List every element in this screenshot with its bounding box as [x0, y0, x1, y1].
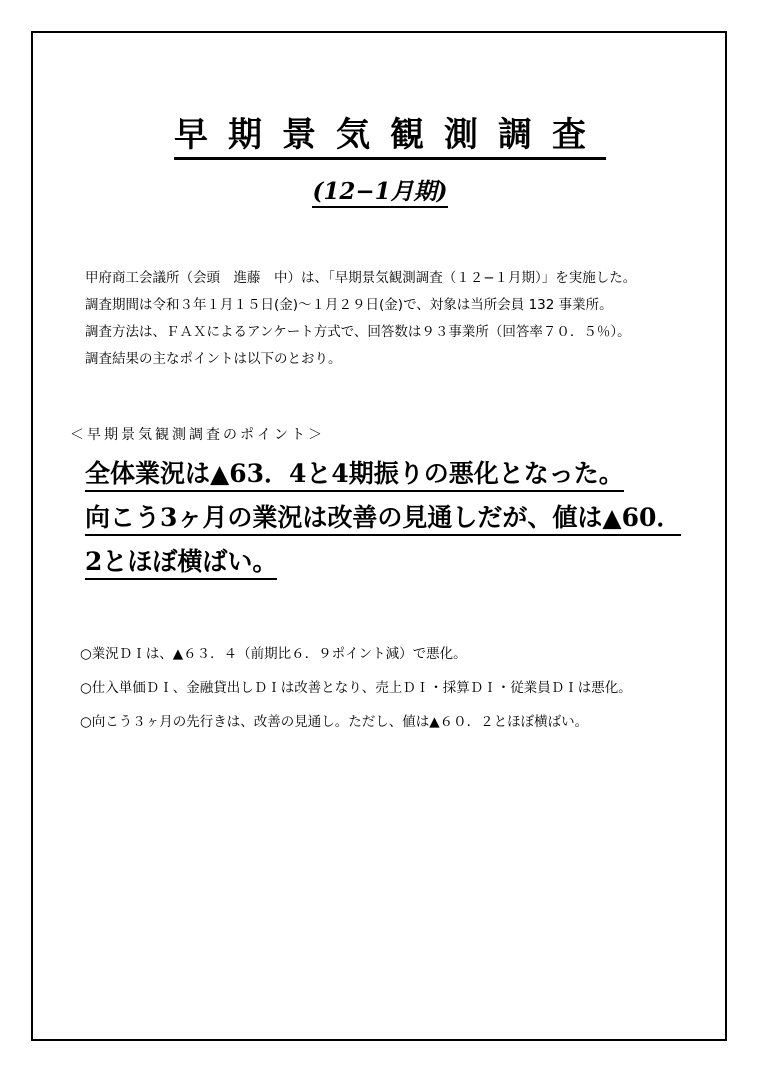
document-subtitle — [0, 176, 760, 208]
headline-line — [85, 452, 725, 496]
document-title-text: 早期景気観測調査 — [174, 115, 606, 160]
headline-line — [85, 496, 725, 540]
bullet-item: ○向こう３ヶ月の先行きは、改善の見通し。ただし、値は▲６０．２とほぼ横ばい。 — [80, 714, 589, 730]
bullet-item: ○業況ＤＩは、▲６３．４（前期比６．９ポイント減）で悪化。 — [80, 646, 467, 662]
intro-paragraph: 調査結果の主なポイントは以下のとおり。 — [85, 351, 342, 367]
intro-paragraph: 調査期間は令和３年１月１５日(金)〜１月２９日(金)で、対象は当所会員 132 事業所。 — [85, 297, 613, 313]
document-title — [0, 113, 760, 157]
headline-line — [85, 540, 725, 584]
headline-line-text: 2とほぼ横ばい。 — [85, 547, 277, 580]
intro-paragraph: 甲府商工会議所（会頭 進藤 中）は、「早期景気観測調査（１２−１月期）」を実施した。 — [85, 270, 637, 286]
bullet-list — [80, 637, 720, 739]
headline-section — [85, 452, 725, 584]
intro-paragraph: 調査方法は、ＦＡＸによるアンケート方式で、回答数は９３事業所（回答率７０．５％）。 — [85, 324, 631, 340]
headline-line-text: 向こう3ヶ月の業況は改善の見通しだが、値は▲60． — [85, 503, 681, 536]
bullet-item: ○仕入単価ＤＩ、金融貸出しＤＩは改善となり、売上ＤＩ・採算ＤＩ・従業員ＤＩは悪化。 — [80, 680, 632, 696]
document-subtitle-text: (12−1月期) — [312, 178, 447, 208]
intro-section — [85, 265, 725, 373]
points-heading: ＜早期景気観測調査のポイント＞ — [70, 427, 325, 443]
headline-line-text: 全体業況は▲63．4と4期振りの悪化となった。 — [85, 459, 624, 492]
